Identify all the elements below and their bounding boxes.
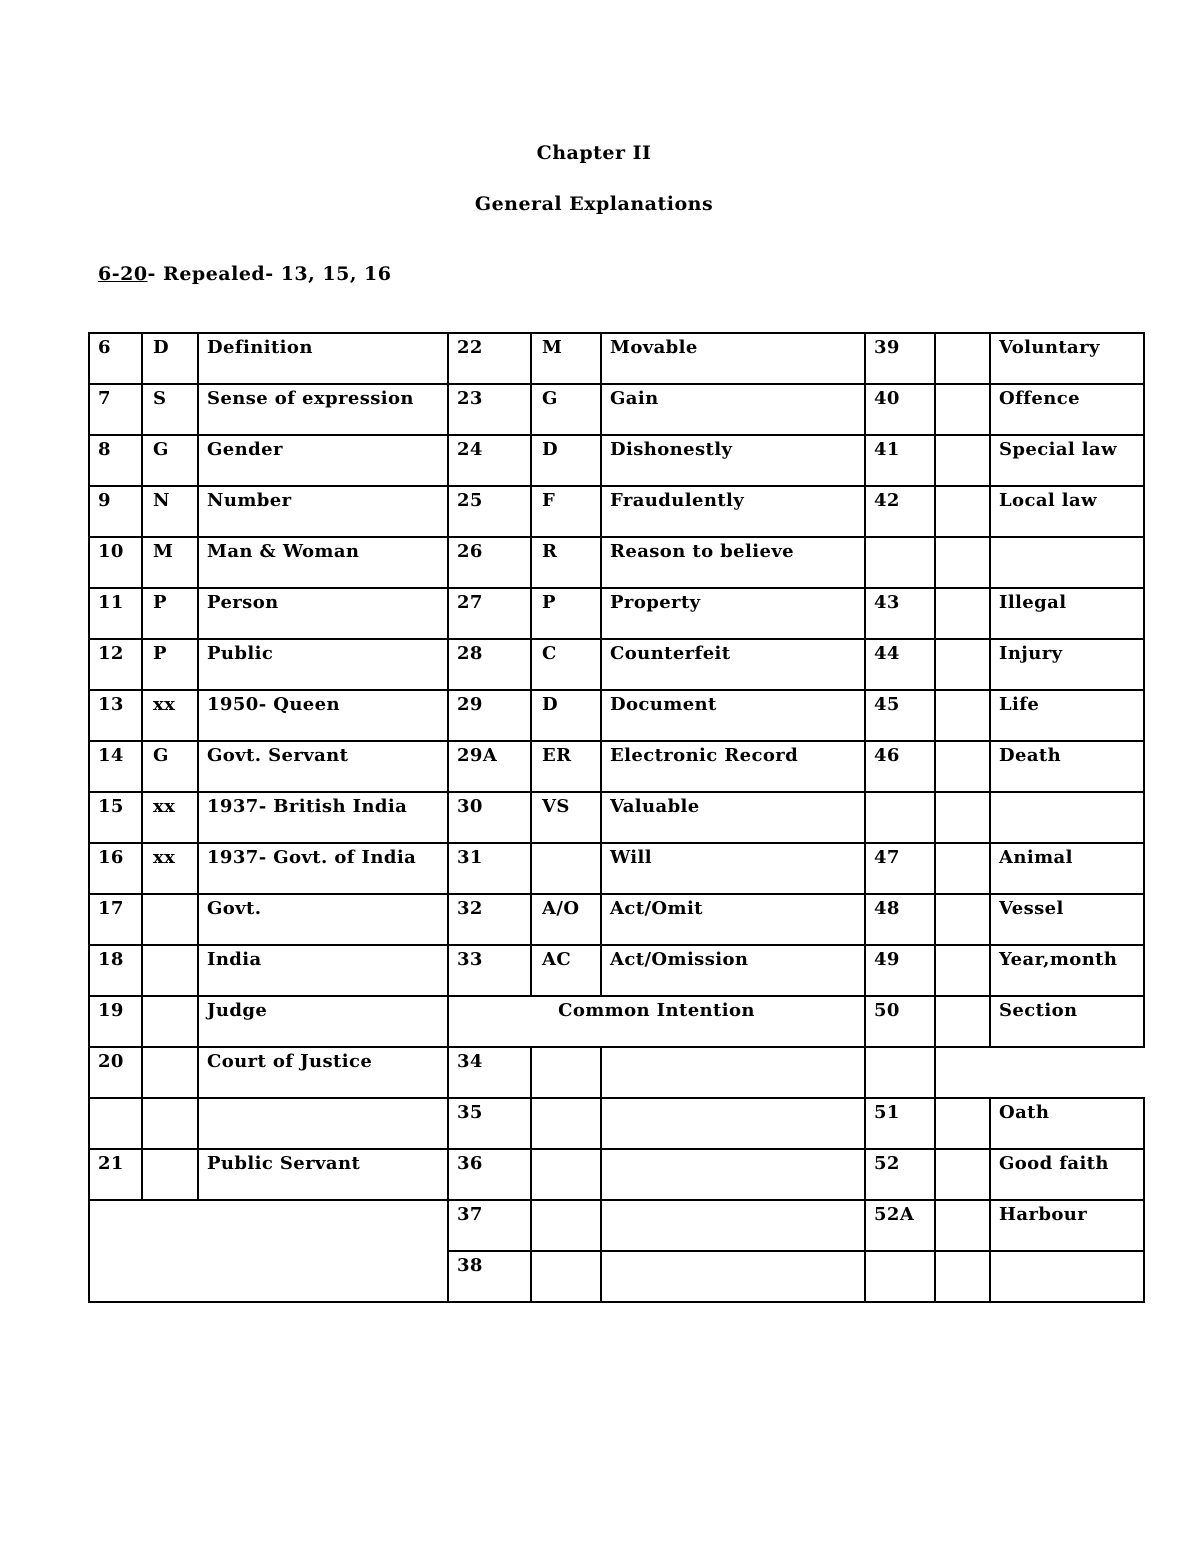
term: Local law <box>990 486 1144 537</box>
abbreviation <box>142 1098 198 1149</box>
section-number: 27 <box>448 588 531 639</box>
section-number: 29A <box>448 741 531 792</box>
section-number: 16 <box>89 843 142 894</box>
abbreviation <box>531 1149 601 1200</box>
term: Life <box>990 690 1144 741</box>
abbreviation: G <box>142 435 198 486</box>
abbreviation: xx <box>142 690 198 741</box>
abbreviation: D <box>531 690 601 741</box>
section-number: 22 <box>448 333 531 384</box>
abbreviation <box>935 792 990 843</box>
abbreviation <box>531 843 601 894</box>
abbreviation: xx <box>142 792 198 843</box>
term: Sense of expression <box>198 384 448 435</box>
table-row <box>89 486 1144 537</box>
term: Definition <box>198 333 448 384</box>
section-number: 10 <box>89 537 142 588</box>
table-row <box>89 843 1144 894</box>
term <box>601 1149 865 1200</box>
abbreviation <box>935 537 990 588</box>
section-number <box>865 1047 935 1098</box>
section-number: 36 <box>448 1149 531 1200</box>
section-number: 9 <box>89 486 142 537</box>
blank-cell <box>89 1200 448 1302</box>
term: Gender <box>198 435 448 486</box>
section-number: 24 <box>448 435 531 486</box>
term: Good faith <box>990 1149 1144 1200</box>
table-row-19 <box>89 996 1144 1047</box>
term <box>198 1098 448 1149</box>
abbreviation <box>935 588 990 639</box>
term: Person <box>198 588 448 639</box>
section-number: 42 <box>865 486 935 537</box>
section-number: 43 <box>865 588 935 639</box>
term: India <box>198 945 448 996</box>
repeal-range: 6-20 <box>98 263 148 285</box>
abbreviation <box>531 1200 601 1251</box>
term: Gain <box>601 384 865 435</box>
table-row <box>89 690 1144 741</box>
abbreviation <box>935 639 990 690</box>
abbreviation <box>531 1047 601 1098</box>
table-row-37 <box>89 1200 1144 1251</box>
term: Illegal <box>990 588 1144 639</box>
abbreviation <box>142 1149 198 1200</box>
section-number: 29 <box>448 690 531 741</box>
section-number <box>865 537 935 588</box>
abbreviation: F <box>531 486 601 537</box>
abbreviation: G <box>531 384 601 435</box>
abbreviation: P <box>531 588 601 639</box>
abbreviation: S <box>142 384 198 435</box>
table-row <box>89 741 1144 792</box>
abbreviation: P <box>142 588 198 639</box>
section-number: 46 <box>865 741 935 792</box>
term: Man & Woman <box>198 537 448 588</box>
table-row-21 <box>89 1149 1144 1200</box>
term: 1937- British India <box>198 792 448 843</box>
table-row <box>89 588 1144 639</box>
abbreviation: D <box>531 435 601 486</box>
term: Property <box>601 588 865 639</box>
term <box>601 1098 865 1149</box>
abbreviation <box>935 1149 990 1200</box>
abbreviation <box>935 843 990 894</box>
term: Animal <box>990 843 1144 894</box>
section-number: 34 <box>448 1047 531 1098</box>
term: Court of Justice <box>198 1047 448 1098</box>
abbreviation: xx <box>142 843 198 894</box>
abbreviation: A/O <box>531 894 601 945</box>
section-number: 35 <box>448 1098 531 1149</box>
section-number <box>89 1098 142 1149</box>
section-number: 50 <box>865 996 935 1047</box>
term: Fraudulently <box>601 486 865 537</box>
term: Valuable <box>601 792 865 843</box>
term <box>990 1251 1144 1302</box>
section-number: 17 <box>89 894 142 945</box>
blank-cell <box>935 1047 1144 1098</box>
term: 1950- Queen <box>198 690 448 741</box>
abbreviation <box>531 1251 601 1302</box>
section-number: 52 <box>865 1149 935 1200</box>
section-number: 33 <box>448 945 531 996</box>
section-number: 37 <box>448 1200 531 1251</box>
merged-heading-common-intention: Common Intention <box>448 996 865 1047</box>
section-number: 23 <box>448 384 531 435</box>
term: Injury <box>990 639 1144 690</box>
abbreviation <box>935 1251 990 1302</box>
repeal-text: - Repealed- 13, 15, 16 <box>147 263 392 285</box>
section-number: 31 <box>448 843 531 894</box>
term: Document <box>601 690 865 741</box>
term: Dishonestly <box>601 435 865 486</box>
abbreviation <box>935 486 990 537</box>
abbreviation: M <box>531 333 601 384</box>
table-row <box>89 639 1144 690</box>
section-number: 19 <box>89 996 142 1047</box>
section-number: 47 <box>865 843 935 894</box>
term: Harbour <box>990 1200 1144 1251</box>
table-row <box>89 384 1144 435</box>
term: Number <box>198 486 448 537</box>
section-number: 21 <box>89 1149 142 1200</box>
term: Govt. <box>198 894 448 945</box>
repeal-note <box>98 263 391 285</box>
table-row <box>89 792 1144 843</box>
term: Act/Omission <box>601 945 865 996</box>
table-row <box>89 894 1144 945</box>
term: Electronic Record <box>601 741 865 792</box>
abbreviation <box>142 996 198 1047</box>
section-number: 39 <box>865 333 935 384</box>
abbreviation: D <box>142 333 198 384</box>
abbreviation <box>142 1047 198 1098</box>
term: Special law <box>990 435 1144 486</box>
term: Oath <box>990 1098 1144 1149</box>
section-number: 25 <box>448 486 531 537</box>
abbreviation: ER <box>531 741 601 792</box>
section-number: 7 <box>89 384 142 435</box>
section-number: 41 <box>865 435 935 486</box>
section-number: 38 <box>448 1251 531 1302</box>
abbreviation <box>935 894 990 945</box>
section-number: 52A <box>865 1200 935 1251</box>
term <box>601 1200 865 1251</box>
section-number: 12 <box>89 639 142 690</box>
abbreviation: C <box>531 639 601 690</box>
abbreviation <box>935 1098 990 1149</box>
section-number: 20 <box>89 1047 142 1098</box>
term: 1937- Govt. of India <box>198 843 448 894</box>
term: Public Servant <box>198 1149 448 1200</box>
term: Vessel <box>990 894 1144 945</box>
term: Judge <box>198 996 448 1047</box>
section-number: 18 <box>89 945 142 996</box>
abbreviation: R <box>531 537 601 588</box>
term: Year,month <box>990 945 1144 996</box>
abbreviation <box>935 996 990 1047</box>
section-number: 8 <box>89 435 142 486</box>
term: Public <box>198 639 448 690</box>
section-number: 11 <box>89 588 142 639</box>
term: Reason to believe <box>601 537 865 588</box>
term <box>601 1047 865 1098</box>
section-number: 6 <box>89 333 142 384</box>
abbreviation: N <box>142 486 198 537</box>
section-number: 26 <box>448 537 531 588</box>
section-heading: General Explanations <box>474 193 714 215</box>
abbreviation: AC <box>531 945 601 996</box>
section-number: 49 <box>865 945 935 996</box>
abbreviation <box>142 894 198 945</box>
abbreviation <box>531 1098 601 1149</box>
table-row <box>89 333 1144 384</box>
section-number: 44 <box>865 639 935 690</box>
table-row-35 <box>89 1098 1144 1149</box>
section-number: 14 <box>89 741 142 792</box>
explanations-table <box>88 332 1145 1303</box>
term: Govt. Servant <box>198 741 448 792</box>
section-number: 51 <box>865 1098 935 1149</box>
section-number <box>865 1251 935 1302</box>
abbreviation <box>935 384 990 435</box>
table-row-20 <box>89 1047 1144 1098</box>
abbreviation <box>935 741 990 792</box>
term: Section <box>990 996 1144 1047</box>
abbreviation <box>935 1200 990 1251</box>
term: Voluntary <box>990 333 1144 384</box>
table-row <box>89 537 1144 588</box>
term: Counterfeit <box>601 639 865 690</box>
abbreviation: VS <box>531 792 601 843</box>
section-number: 40 <box>865 384 935 435</box>
abbreviation: P <box>142 639 198 690</box>
abbreviation <box>142 945 198 996</box>
term: Act/Omit <box>601 894 865 945</box>
abbreviation: G <box>142 741 198 792</box>
section-number: 13 <box>89 690 142 741</box>
chapter-heading: Chapter II <box>536 142 652 164</box>
abbreviation <box>935 333 990 384</box>
table-row <box>89 435 1144 486</box>
section-number: 15 <box>89 792 142 843</box>
section-number: 28 <box>448 639 531 690</box>
term: Death <box>990 741 1144 792</box>
abbreviation <box>935 435 990 486</box>
term: Movable <box>601 333 865 384</box>
section-number <box>865 792 935 843</box>
abbreviation <box>935 690 990 741</box>
abbreviation: M <box>142 537 198 588</box>
term <box>990 537 1144 588</box>
term: Offence <box>990 384 1144 435</box>
section-number: 32 <box>448 894 531 945</box>
section-number: 30 <box>448 792 531 843</box>
term: Will <box>601 843 865 894</box>
term <box>990 792 1144 843</box>
section-number: 48 <box>865 894 935 945</box>
term <box>601 1251 865 1302</box>
section-number: 45 <box>865 690 935 741</box>
abbreviation <box>935 945 990 996</box>
table-row <box>89 945 1144 996</box>
